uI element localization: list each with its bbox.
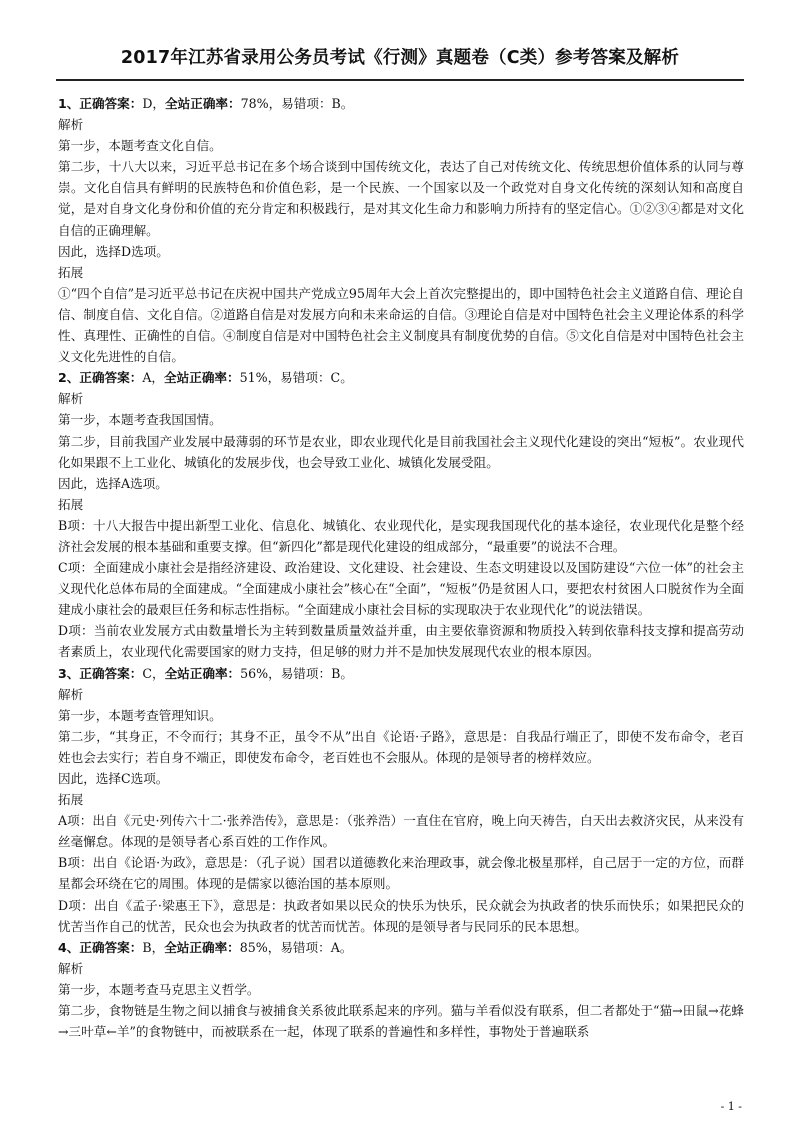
paragraph: 因此，选择A选项。 — [58, 475, 168, 491]
paragraph: ①“四个自信”是习近平总书记在庆祝中国共产党成立95周年大会上首次完整提出的，即中国特色社会主义道路自信、理论自信、制度自信、文化自信。②道路自信是对发展方向和未来命运的自信。③理论自信是对中国特色社会主义理论体系的科学性、真理性、正确性的自信。④制度自信是对中国特色社会主义制度具有制度优势的自信。⑤文化自信是对中国特色社会主义文化先进性的自信。 — [58, 285, 744, 365]
answer-label: 正确答案： — [79, 665, 143, 681]
paragraph: B项：出自《论语·为政》，意思是：（孔子说）国君以道德教化来治理政事，就会像北极星那样，自己居于一定的方位，而群星都会环绕在它的周围。体现的是儒家以德治国的基本原则。 — [58, 855, 744, 892]
answer-label: 正确答案： — [79, 939, 143, 955]
answer-label: 正确答案： — [79, 96, 143, 111]
question-number: 2、 — [58, 370, 80, 386]
paragraph: B项：十八大报告中提出新型工业化、信息化、城镇化、农业现代化，是实现我国现代化的基本途径，农业现代化是整个经济社会发展的根本基础和重要支撑。但“新四化”都是现代化建设的组成部分，“最重要”的说法不合理。 — [58, 517, 744, 554]
rate-label: 全站正确率： — [164, 665, 241, 681]
paragraph: C项：全面建成小康社会是指经济建设、政治建设、文化建设、社会建设、生态文明建设以及国防建设“六位一体”的社会主义现代化总体布局的全面建成。“全面建成小康社会”核心在“全面”，“短板”仍是贫困人口，要把农村贫困人口脱贫作为全面建成小康社会的最艰巨任务和标志性指标。“全面建成小康社会目标的实现取决于农业现代化”的说法错误。 — [58, 560, 744, 618]
paragraph: 第一步，本题考查管理知识。 — [58, 707, 222, 723]
rate-label: 全站正确率： — [164, 939, 240, 955]
paragraph: 解析 — [58, 391, 84, 407]
question-number: 3、 — [58, 665, 80, 681]
rate-value: 85%，易错项：A。 — [239, 939, 353, 955]
document-title: 2017年江苏省录用公务员考试《行测》真题卷（C类）参考答案及解析 — [120, 48, 680, 68]
question-header — [58, 937, 744, 958]
question-header — [58, 663, 744, 684]
question-number: 1、 — [58, 96, 80, 111]
paragraph: 第二步，十八大以来，习近平总书记在多个场合谈到中国传统文化，表达了自己对传统文化、传统思想价值体系的认同与尊崇。文化自信具有鲜明的民族特色和价值色彩，是一个民族、一个国家以及一个政党对自身文化传统的深刻认知和高度自觉，是对自身文化身份和价值的充分肯定和积极践行，是对其文化生命力和影响力所持有的坚定信心。①②③④都是对文化自信的正确理解。 — [58, 159, 744, 238]
paragraph: D项：出自《孟子·梁惠王下》，意思是：执政者如果以民众的快乐为快乐，民众就会为执政者的快乐而快乐；如果把民众的忧苦当作自己的忧苦，民众也会为执政者的忧苦而忧苦。体现的是领导者与民同乐的民本思想。 — [58, 897, 744, 934]
question-header — [58, 93, 744, 114]
paragraph: 解析 — [58, 686, 84, 702]
paragraph: 拓展 — [58, 792, 84, 808]
title-divider — [56, 79, 744, 81]
paragraph: 解析 — [58, 960, 84, 976]
paragraph: 第二步，目前我国产业发展中最薄弱的环节是农业，即农业现代化是目前我国社会主义现代化建设的突出“短板”。农业现代化如果跟不上工业化、城镇化的发展步伐，也会导致工业化、城镇化发展受阻。 — [58, 433, 744, 470]
paragraph: 第一步，本题考查马克思主义哲学。 — [58, 981, 260, 997]
rate-value: 78%，易错项：B。 — [240, 96, 354, 111]
rate-value: 51%，易错项：C。 — [239, 370, 353, 386]
document-body — [58, 93, 744, 1042]
question-number: 4、 — [58, 939, 80, 955]
question-header — [58, 367, 744, 388]
rate-label: 全站正确率： — [164, 370, 240, 386]
paragraph: 第二步，食物链是生物之间以捕食与被捕食关系彼此联系起来的序列。猫与羊看似没有联系，但二者都处于“猫→田鼠→花蜂→三叶草←羊”的食物链中，而被联系在一起，体现了联系的普遍性和多样性，事物处于普遍联系 — [58, 1003, 744, 1040]
rate-value: 56%，易错项：B。 — [240, 665, 353, 681]
paragraph: 解析 — [58, 117, 84, 133]
paragraph: 第一步，本题考查文化自信。 — [58, 138, 222, 154]
paragraph: 因此，选择C选项。 — [58, 771, 169, 786]
rate-label: 全站正确率： — [165, 96, 241, 111]
paragraph: D项：当前农业发展方式由数量增长为主转到数量质量效益并重，由主要依靠资源和物质投入转到依靠科技支撑和提高劳动者素质上，农业现代化需要国家的财力支持，但足够的财力并不是加快发展现代农业的根本原因。 — [58, 623, 744, 660]
paragraph: A项：出自《元史·列传六十二·张养浩传》，意思是：（张养浩）一直住在官府，晚上向天祷告，白天出去救济灾民，从来没有丝毫懈怠。体现的是领导者心系百姓的工作作风。 — [58, 813, 744, 850]
paragraph: 因此，选择D选项。 — [58, 243, 169, 259]
paragraph: 拓展 — [58, 496, 84, 512]
answer-value: C， — [142, 665, 165, 681]
answer-label: 正确答案： — [79, 370, 143, 386]
paragraph: 第二步，“其身正，不令而行；其身不正，虽令不从”出自《论语·子路》，意思是：自我品行端正了，即使不发布命令，老百姓也会去实行；若自身不端正，即使发布命令，老百姓也不会服从。体现的是领导者的榜样效应。 — [58, 728, 744, 765]
paragraph: 第一步，本题考查我国国情。 — [58, 412, 222, 428]
page-number: - 1 - — [720, 1100, 742, 1113]
paragraph: 拓展 — [58, 264, 84, 280]
answer-value: A， — [142, 370, 165, 386]
answer-value: D， — [142, 96, 166, 111]
answer-value: B， — [142, 939, 165, 955]
